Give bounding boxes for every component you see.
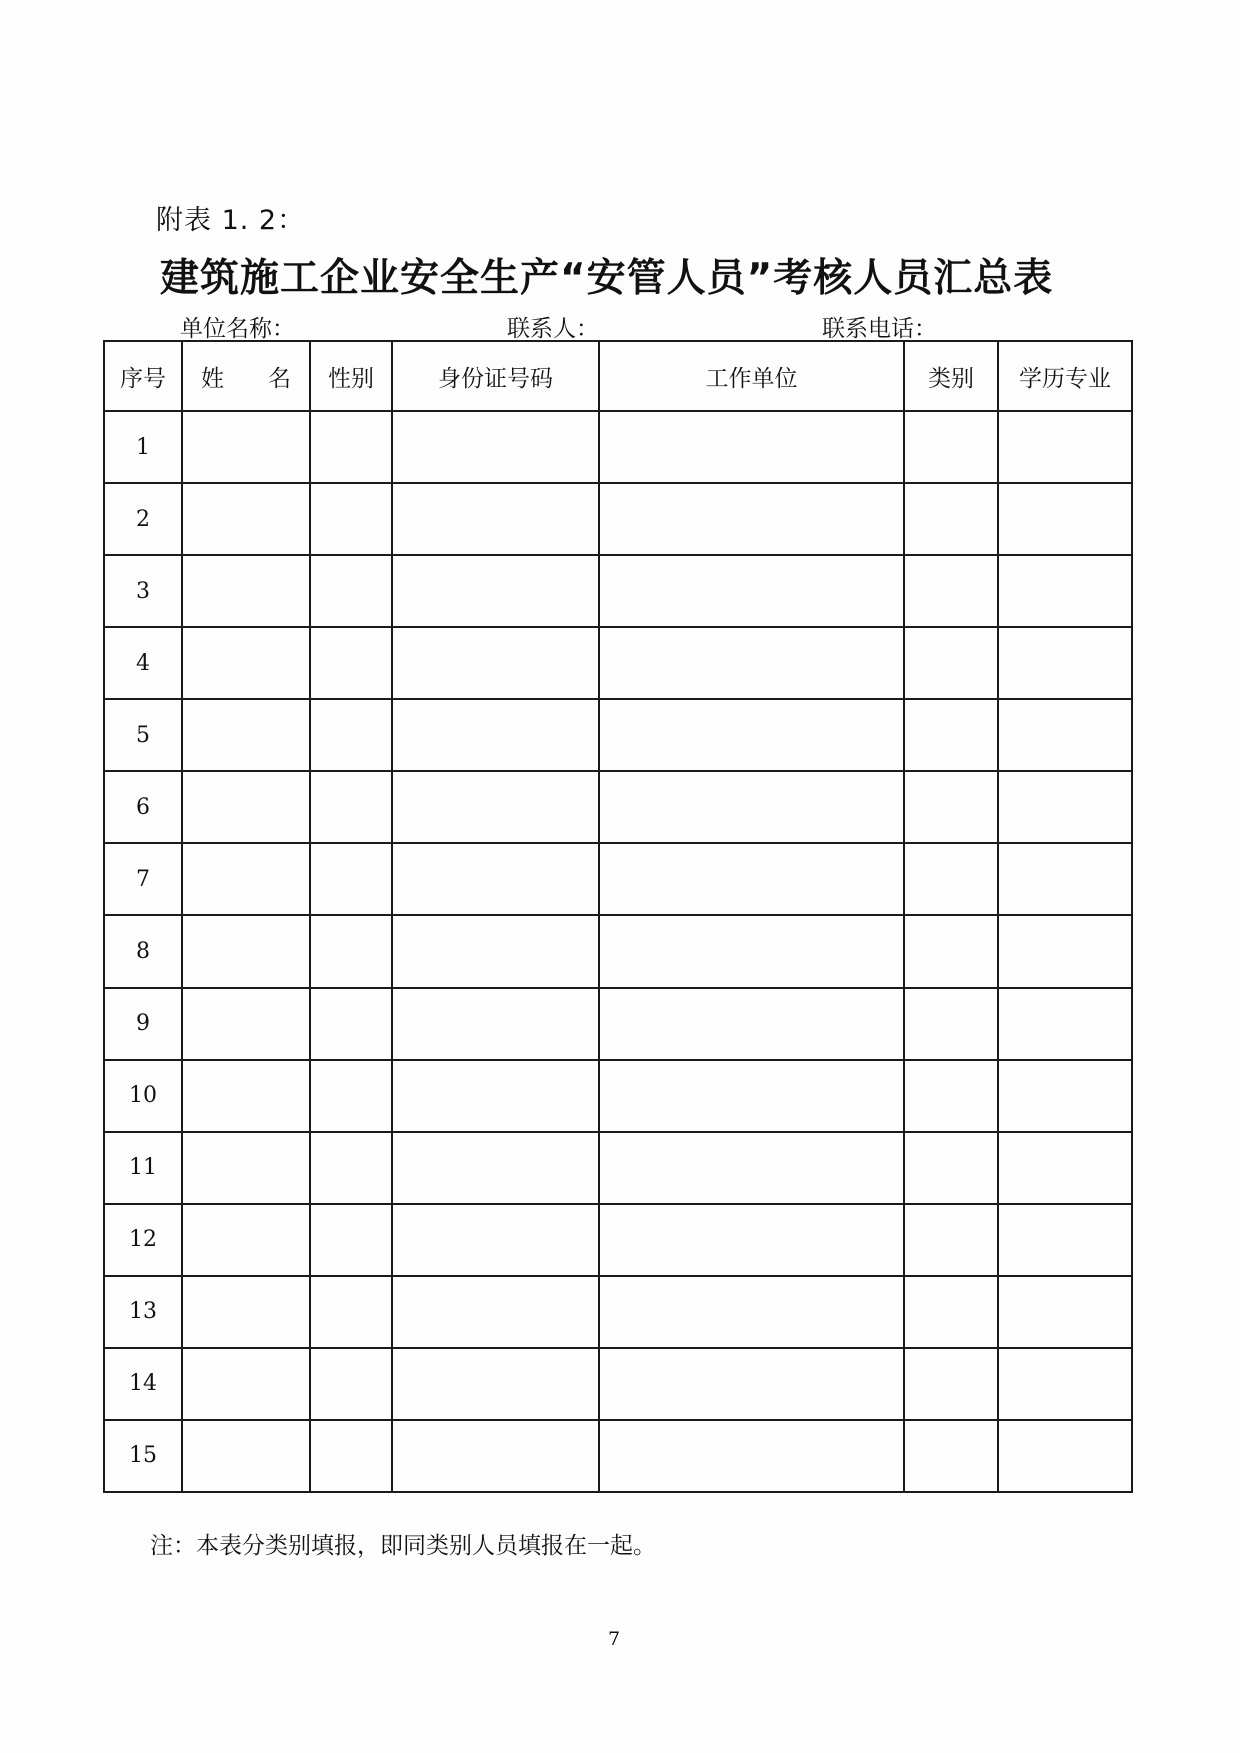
- category-cell[interactable]: [904, 1204, 998, 1276]
- gender-cell[interactable]: [310, 555, 392, 627]
- contact-person-label: 联系人：: [507, 316, 599, 342]
- name-cell[interactable]: [182, 1132, 310, 1204]
- table-header-row: [104, 341, 1132, 411]
- education-major-cell[interactable]: [998, 1276, 1132, 1348]
- education-major-cell[interactable]: [998, 627, 1132, 699]
- id-number-cell[interactable]: [392, 411, 599, 483]
- col-header-name-part-2: 名: [268, 365, 291, 392]
- form-title: 建筑施工企业安全生产“安管人员”考核人员汇总表: [160, 256, 1054, 301]
- employer-cell[interactable]: [599, 411, 904, 483]
- education-major-cell[interactable]: [998, 699, 1132, 771]
- table-row: [104, 1132, 1132, 1204]
- table-row: [104, 843, 1132, 915]
- id-number-cell[interactable]: [392, 699, 599, 771]
- gender-cell[interactable]: [310, 1060, 392, 1132]
- index-cell: 14: [104, 1348, 182, 1420]
- category-cell[interactable]: [904, 555, 998, 627]
- index-cell: 2: [104, 483, 182, 555]
- employer-cell[interactable]: [599, 1132, 904, 1204]
- col-header-education-major: 学历专业: [998, 341, 1132, 411]
- gender-cell[interactable]: [310, 771, 392, 843]
- id-number-cell[interactable]: [392, 988, 599, 1060]
- name-cell[interactable]: [182, 843, 310, 915]
- education-major-cell[interactable]: [998, 411, 1132, 483]
- gender-cell[interactable]: [310, 483, 392, 555]
- index-cell: 15: [104, 1420, 182, 1492]
- gender-cell[interactable]: [310, 1276, 392, 1348]
- index-cell: 3: [104, 555, 182, 627]
- id-number-cell[interactable]: [392, 1348, 599, 1420]
- employer-cell[interactable]: [599, 988, 904, 1060]
- education-major-cell[interactable]: [998, 555, 1132, 627]
- employer-cell[interactable]: [599, 1204, 904, 1276]
- col-header-employer: 工作单位: [599, 341, 904, 411]
- employer-cell[interactable]: [599, 843, 904, 915]
- contact-phone-label: 联系电话：: [822, 316, 937, 342]
- category-cell[interactable]: [904, 771, 998, 843]
- id-number-cell[interactable]: [392, 483, 599, 555]
- gender-cell[interactable]: [310, 627, 392, 699]
- index-cell: 9: [104, 988, 182, 1060]
- footnote: 注：本表分类别填报，即同类别人员填报在一起。: [150, 1533, 656, 1559]
- id-number-cell[interactable]: [392, 843, 599, 915]
- gender-cell[interactable]: [310, 843, 392, 915]
- employer-cell[interactable]: [599, 627, 904, 699]
- category-cell[interactable]: [904, 627, 998, 699]
- education-major-cell[interactable]: [998, 771, 1132, 843]
- table-row: [104, 915, 1132, 987]
- id-number-cell[interactable]: [392, 627, 599, 699]
- index-cell: 8: [104, 915, 182, 987]
- category-cell[interactable]: [904, 1420, 998, 1492]
- name-cell[interactable]: [182, 627, 310, 699]
- employer-cell[interactable]: [599, 555, 904, 627]
- employer-cell[interactable]: [599, 699, 904, 771]
- name-cell[interactable]: [182, 1060, 310, 1132]
- gender-cell[interactable]: [310, 915, 392, 987]
- name-cell[interactable]: [182, 555, 310, 627]
- education-major-cell[interactable]: [998, 1420, 1132, 1492]
- gender-cell[interactable]: [310, 1348, 392, 1420]
- education-major-cell[interactable]: [998, 1348, 1132, 1420]
- annex-label: 附表 1. 2：: [156, 205, 306, 236]
- name-cell[interactable]: [182, 1276, 310, 1348]
- id-number-cell[interactable]: [392, 1420, 599, 1492]
- index-cell: 10: [104, 1060, 182, 1132]
- table-row: [104, 988, 1132, 1060]
- employer-cell[interactable]: [599, 1276, 904, 1348]
- index-cell: 11: [104, 1132, 182, 1204]
- employer-cell[interactable]: [599, 1420, 904, 1492]
- gender-cell[interactable]: [310, 1204, 392, 1276]
- category-cell[interactable]: [904, 1348, 998, 1420]
- name-cell[interactable]: [182, 1420, 310, 1492]
- table-row: [104, 555, 1132, 627]
- table-row: [104, 1060, 1132, 1132]
- name-cell[interactable]: [182, 771, 310, 843]
- table-row: [104, 483, 1132, 555]
- table-row: [104, 1420, 1132, 1492]
- id-number-cell[interactable]: [392, 1060, 599, 1132]
- id-number-cell[interactable]: [392, 915, 599, 987]
- personnel-table: [103, 340, 1133, 1493]
- name-cell[interactable]: [182, 988, 310, 1060]
- id-number-cell[interactable]: [392, 1132, 599, 1204]
- employer-cell[interactable]: [599, 483, 904, 555]
- page-number: 7: [608, 1628, 621, 1650]
- gender-cell[interactable]: [310, 1420, 392, 1492]
- gender-cell[interactable]: [310, 988, 392, 1060]
- category-cell[interactable]: [904, 1132, 998, 1204]
- category-cell[interactable]: [904, 843, 998, 915]
- index-cell: 13: [104, 1276, 182, 1348]
- index-cell: 5: [104, 699, 182, 771]
- education-major-cell[interactable]: [998, 1132, 1132, 1204]
- employer-cell[interactable]: [599, 1348, 904, 1420]
- category-cell[interactable]: [904, 1276, 998, 1348]
- name-cell[interactable]: [182, 915, 310, 987]
- id-number-cell[interactable]: [392, 555, 599, 627]
- gender-cell[interactable]: [310, 699, 392, 771]
- category-cell[interactable]: [904, 988, 998, 1060]
- col-header-name: [182, 341, 310, 411]
- education-major-cell[interactable]: [998, 915, 1132, 987]
- employer-cell[interactable]: [599, 1060, 904, 1132]
- employer-cell[interactable]: [599, 771, 904, 843]
- index-cell: 7: [104, 843, 182, 915]
- education-major-cell[interactable]: [998, 843, 1132, 915]
- col-header-id-number: 身份证号码: [392, 341, 599, 411]
- name-cell[interactable]: [182, 1348, 310, 1420]
- id-number-cell[interactable]: [392, 1204, 599, 1276]
- id-number-cell[interactable]: [392, 1276, 599, 1348]
- index-cell: 1: [104, 411, 182, 483]
- employer-cell[interactable]: [599, 915, 904, 987]
- col-header-category: 类别: [904, 341, 998, 411]
- table-row: [104, 1348, 1132, 1420]
- category-cell[interactable]: [904, 699, 998, 771]
- table-row: [104, 1204, 1132, 1276]
- index-cell: 6: [104, 771, 182, 843]
- name-cell[interactable]: [182, 1204, 310, 1276]
- education-major-cell[interactable]: [998, 1204, 1132, 1276]
- name-cell[interactable]: [182, 699, 310, 771]
- index-cell: 4: [104, 627, 182, 699]
- index-cell: 12: [104, 1204, 182, 1276]
- name-cell[interactable]: [182, 483, 310, 555]
- table-row: [104, 699, 1132, 771]
- education-major-cell[interactable]: [998, 483, 1132, 555]
- unit-name-label: 单位名称：: [180, 316, 295, 342]
- col-header-name-part-1: 姓: [201, 365, 224, 392]
- table-row: [104, 627, 1132, 699]
- id-number-cell[interactable]: [392, 771, 599, 843]
- category-cell[interactable]: [904, 1060, 998, 1132]
- table-row: [104, 771, 1132, 843]
- table-row: [104, 1276, 1132, 1348]
- education-major-cell[interactable]: [998, 988, 1132, 1060]
- gender-cell[interactable]: [310, 411, 392, 483]
- table-row: [104, 411, 1132, 483]
- category-cell[interactable]: [904, 915, 998, 987]
- gender-cell[interactable]: [310, 1132, 392, 1204]
- category-cell[interactable]: [904, 411, 998, 483]
- name-cell[interactable]: [182, 411, 310, 483]
- category-cell[interactable]: [904, 483, 998, 555]
- col-header-gender: 性别: [310, 341, 392, 411]
- education-major-cell[interactable]: [998, 1060, 1132, 1132]
- col-header-index: 序号: [104, 341, 182, 411]
